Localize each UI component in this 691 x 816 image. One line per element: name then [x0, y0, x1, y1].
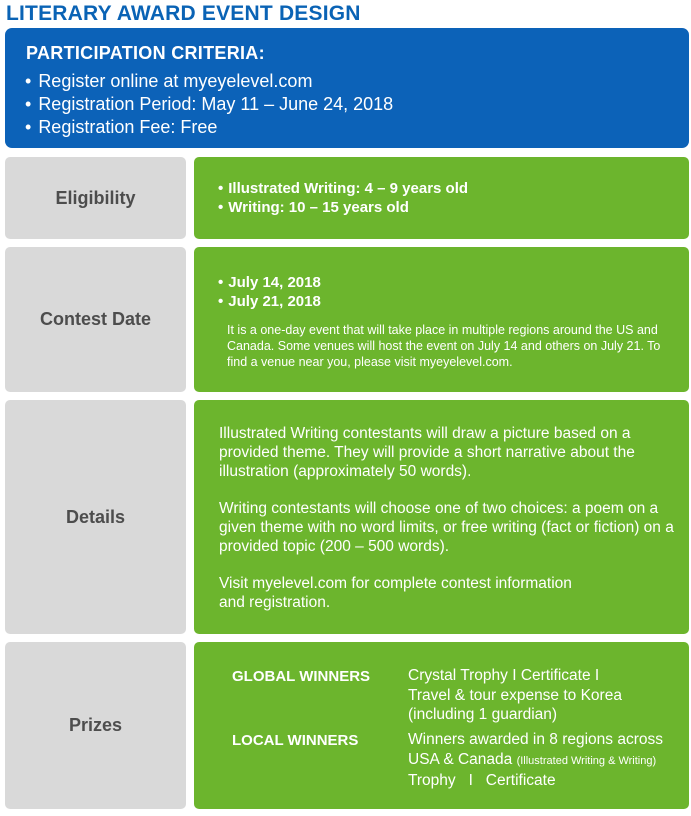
prizes-row [5, 642, 689, 809]
local-prize-line-3: Trophy I Certificate [408, 772, 556, 789]
contest-date-note: It is a one-day event that will take place in multiple regions around the US and Canada. Some venues will host the event on July 14 and others on July 21. To find a venue near you, please visit myeyelevel.com. [227, 323, 661, 369]
criteria-item-fee: • Registration Fee: Free [25, 116, 393, 139]
details-paragraph-writing: Writing contestants will choose one of two choices: a poem on a given theme with no word limits, or free writing (fact or fiction) on a provided topic (200 – 500 words). [219, 500, 674, 555]
global-winners-prizes [408, 666, 622, 725]
contest-date-1: • July 14, 2018 [218, 273, 321, 292]
local-winners-label: LOCAL WINNERS [232, 732, 359, 749]
local-prize-line-2 [408, 750, 663, 772]
contest-date-label: Contest Date [5, 247, 186, 392]
details-label: Details [5, 400, 186, 634]
global-prize-line-1: Crystal Trophy I Certificate I [408, 667, 600, 684]
criteria-heading: PARTICIPATION CRITERIA: [26, 43, 265, 63]
details-content [194, 400, 689, 634]
page-title: LITERARY AWARD EVENT DESIGN [6, 2, 361, 25]
local-prize-categories: (Illustrated Writing & Writing) [516, 754, 657, 767]
global-prize-line-2: Travel & tour expense to Korea [408, 686, 622, 704]
details-paragraph-visit: Visit myelevel.com for complete contest information and registration. [219, 575, 572, 611]
details-row [5, 400, 689, 634]
criteria-list [25, 70, 393, 139]
local-winners-prizes [408, 730, 663, 791]
local-prize-line-1: Winners awarded in 8 regions across [408, 731, 664, 748]
global-prize-line-3: (including 1 guardian) [408, 706, 558, 723]
contest-date-content [194, 247, 689, 392]
prizes-label: Prizes [5, 642, 186, 809]
criteria-item-register: • Register online at myeyelevel.com [25, 70, 393, 93]
global-winners-label: GLOBAL WINNERS [232, 668, 371, 685]
contest-date-2: • July 21, 2018 [218, 292, 321, 311]
local-prize-region: USA & Canada [408, 750, 513, 768]
contest-date-row [5, 247, 689, 392]
eligibility-row [5, 157, 689, 239]
eligibility-label: Eligibility [5, 157, 186, 239]
prizes-content [194, 642, 689, 809]
eligibility-item-illustrated: • Illustrated Writing: 4 – 9 years old [218, 179, 468, 198]
eligibility-content [194, 157, 689, 239]
eligibility-item-writing: • Writing: 10 – 15 years old [218, 198, 468, 217]
details-paragraph-illustrated: Illustrated Writing contestants will draw a picture based on a provided theme. They will provide a short narrative about the illustration (approximately 50 words). [219, 425, 635, 480]
participation-criteria-panel [5, 28, 689, 148]
criteria-item-period: • Registration Period: May 11 – June 24, 2018 [25, 93, 393, 116]
